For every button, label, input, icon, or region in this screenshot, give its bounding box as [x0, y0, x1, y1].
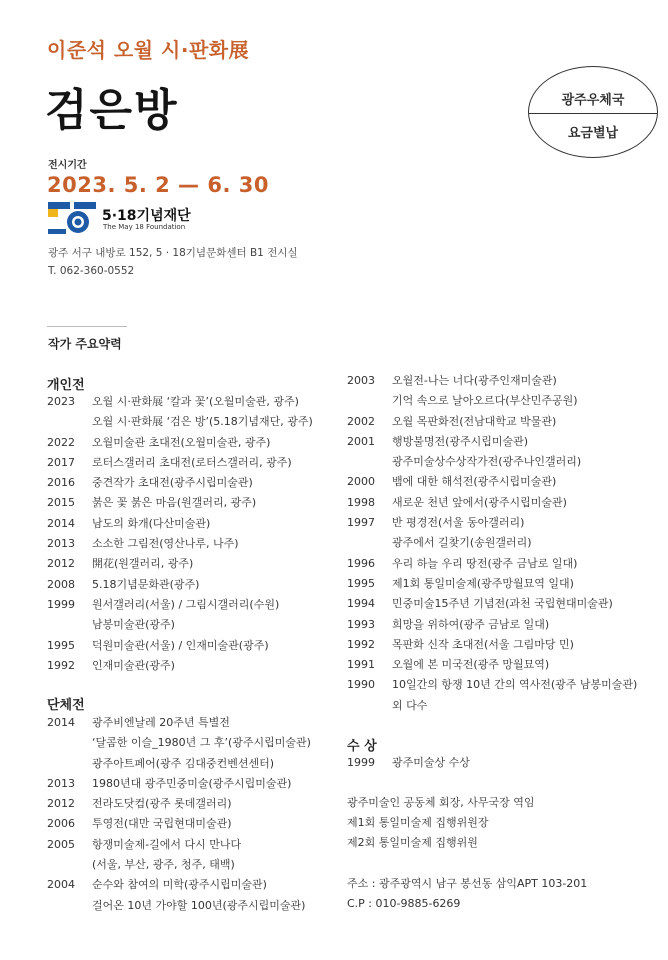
list-item — [347, 412, 662, 432]
list-item-text: (서울, 부산, 광주, 청주, 태백) — [92, 858, 235, 872]
list-item-text: 항쟁미술제-길에서 다시 만나다 — [92, 837, 242, 851]
list-item — [47, 575, 342, 595]
solo-title: 개인전 — [47, 378, 85, 393]
list-item-text: 순수와 참여의 미학(광주시립미술관) — [92, 878, 267, 892]
list-item-year: 1992 — [347, 637, 375, 651]
list-item-text: 걸어온 10년 가야할 100년(광주시립미술관) — [92, 898, 306, 912]
list-item-year: 1995 — [347, 576, 375, 590]
solo-list — [47, 392, 342, 676]
list-item-text: 덕원미술관(서울) / 인재미술관(광주) — [92, 638, 269, 652]
list-item — [47, 412, 342, 432]
list-item-text: 광주미술상수상작가전(광주나인갤러리) — [392, 455, 582, 469]
list-item-year: 2003 — [347, 374, 375, 387]
group-cont-list — [347, 371, 662, 716]
list-item-text: 뱀에 대한 해석전(광주시립미술관) — [392, 475, 557, 489]
list-item-text: 5.18기념문화관(광주) — [92, 577, 200, 591]
list-item-text: 오월전-나는 너다(광주인재미술관) — [392, 374, 557, 387]
list-item-text: 오월미술관 초대전(오월미술관, 광주) — [92, 435, 271, 449]
list-item-text: 외 다수 — [392, 698, 428, 712]
list-item-year: 1990 — [347, 678, 375, 692]
list-item — [47, 814, 342, 834]
list-item — [347, 594, 662, 614]
list-item — [347, 675, 662, 695]
list-item — [347, 696, 662, 716]
list-item-text: 1980년대 광주민중미술(광주시립미술관) — [92, 776, 292, 790]
exhibition-subtitle: 이준석 오월 시·판화展 — [47, 38, 250, 62]
role-item: 광주미술인 공동체 회장, 사무국장 역임 — [347, 796, 535, 809]
list-item — [347, 371, 662, 391]
list-item-text: 오월 시·판화展 ‘칼과 꽃’(오월미술관, 광주) — [92, 395, 299, 408]
list-item-text: 제1회 통일미술제(광주망월묘역 일대) — [392, 576, 574, 590]
list-item-year: 2013 — [47, 776, 75, 790]
list-item-year: 1992 — [47, 658, 75, 672]
list-item — [47, 473, 342, 493]
postage-stamp — [528, 66, 658, 158]
list-item-year: 1995 — [47, 638, 75, 652]
list-item — [47, 855, 342, 875]
contact-block — [347, 874, 587, 914]
list-item-year: 1996 — [347, 556, 375, 570]
list-item — [47, 835, 342, 855]
list-item — [47, 554, 342, 574]
list-item — [47, 794, 342, 814]
list-item-year: 2013 — [47, 537, 75, 551]
list-item — [47, 433, 342, 453]
list-item-text: ‘달콤한 이슬_1980년 그 후’(광주시립미술관) — [92, 736, 311, 750]
list-item — [47, 896, 342, 916]
list-item — [347, 472, 662, 492]
role-item: 제2회 통일미술제 집행위원 — [347, 836, 478, 849]
stamp-line-2: 요금별납 — [567, 126, 619, 141]
list-item — [347, 452, 662, 472]
list-item-text: 10일간의 항쟁 10년 간의 역사전(광주 남봉미술관) — [392, 678, 638, 692]
exhibition-period: 2023. 5. 2 — 6. 30 — [47, 173, 269, 197]
awards-list — [347, 753, 662, 773]
group-title: 단체전 — [47, 698, 85, 713]
list-item — [347, 615, 662, 635]
stamp-line-1: 광주우체국 — [561, 93, 625, 108]
list-item-year: 2012 — [47, 797, 75, 811]
list-item-year: 2008 — [47, 577, 75, 591]
list-item — [47, 453, 342, 473]
list-item-text: 민중미술15주년 기념전(과천 국립현대미술관) — [392, 597, 613, 611]
venue-tel: T. 062-360-0552 — [48, 265, 135, 277]
list-item-text: 원서갤러리(서울) / 그림시갤러리(수원) — [92, 597, 280, 611]
list-item — [347, 513, 662, 533]
list-item-text: 우리 하늘 우리 땅전(광주 금남로 일대) — [392, 556, 578, 570]
list-item — [47, 493, 342, 513]
list-item-text: 오월에 본 미국전(광주 망월묘역) — [392, 658, 550, 672]
exhibition-title: 검은방 — [45, 85, 179, 136]
list-item-year: 2016 — [47, 476, 75, 490]
list-item-text: 광주아트페어(광주 김대중컨벤션센터) — [92, 756, 275, 770]
list-item — [347, 574, 662, 594]
list-item — [347, 753, 662, 773]
list-item-text: 남도의 화개(다산미술관) — [92, 516, 211, 530]
list-item-year: 1998 — [347, 495, 375, 509]
stamp-divider — [529, 113, 657, 114]
list-item-text: 중견작가 초대전(광주시립미술관) — [92, 476, 253, 490]
foundation-name-en: The May 18 Foundation — [103, 223, 186, 231]
list-item-year: 2002 — [347, 414, 375, 428]
foundation-name: 5·18기념재단 — [102, 208, 191, 224]
venue-address: 광주 서구 내방로 152, 5 · 18기념문화센터 B1 전시실 — [48, 247, 298, 259]
list-item-text: 기억 속으로 날아오르다(부산민주공원) — [392, 394, 578, 408]
list-item-text: 반 평경전(서울 동아갤러리) — [392, 516, 525, 530]
list-item — [47, 615, 342, 635]
list-item-text: 희망을 위하여(광주 금남로 일대) — [392, 617, 550, 631]
list-item-year: 2015 — [47, 496, 75, 510]
list-item-year: 1991 — [347, 658, 375, 672]
role-item: 제1회 통일미술제 집행위원장 — [347, 816, 489, 829]
list-item — [347, 635, 662, 655]
list-item-text: 광주에서 길찾기(송원갤러리) — [392, 536, 532, 550]
period-label: 전시기간 — [48, 160, 87, 171]
list-item-year: 2006 — [47, 817, 75, 831]
list-item-year: 2014 — [47, 716, 75, 729]
group-list — [47, 713, 342, 916]
list-item-year: 2017 — [47, 455, 75, 469]
list-item-text: 붉은 꽃 붉은 마음(원갤러리, 광주) — [92, 496, 257, 510]
list-item-year: 2012 — [47, 557, 75, 571]
list-item — [47, 713, 342, 733]
list-item-year: 1997 — [347, 516, 375, 530]
list-item — [47, 754, 342, 774]
awards-title: 수 상 — [347, 739, 377, 754]
list-item — [347, 493, 662, 513]
list-item-year: 1993 — [347, 617, 375, 631]
list-item — [47, 392, 342, 412]
foundation-logo-icon — [48, 202, 96, 234]
contact-phone: C.P : 010-9885-6269 — [347, 897, 461, 910]
list-item-year: 2004 — [47, 878, 75, 892]
list-item-text: 인재미술관(광주) — [92, 658, 175, 672]
list-item-year: 2022 — [47, 435, 75, 449]
list-item — [47, 774, 342, 794]
list-item — [347, 432, 662, 452]
list-item-text: 로터스갤러리 초대전(로터스갤러리, 광주) — [92, 455, 292, 469]
list-item-text: 남봉미술관(광주) — [92, 618, 175, 632]
list-item — [47, 733, 342, 753]
list-item — [47, 595, 342, 615]
list-item-year: 2000 — [347, 475, 375, 489]
list-item-year: 2001 — [347, 434, 375, 448]
list-item-text: 목판화 신작 초대전(서울 그림마당 민) — [392, 637, 574, 651]
list-item — [347, 655, 662, 675]
list-item-text: 행방불명전(광주시립미술관) — [392, 434, 529, 448]
list-item-year: 2005 — [47, 837, 75, 851]
list-item-text: 오월 시·판화展 ‘검은 방’(5.18기념재단, 광주) — [92, 415, 313, 429]
list-item — [347, 391, 662, 411]
list-item-text: 전라도닷컴(광주 롯데갤러리) — [92, 797, 232, 811]
contact-address: 주소 : 광주광역시 남구 봉선동 삼익APT 103-201 — [347, 877, 588, 890]
list-item-year: 1999 — [347, 756, 375, 769]
list-item-text: 투영전(대만 국립현대미술관) — [92, 817, 232, 831]
list-item-text: 소소한 그림전(영산나루, 나주) — [92, 537, 239, 551]
list-item-year: 1999 — [47, 597, 75, 611]
list-item — [347, 554, 662, 574]
roles-list — [347, 793, 535, 853]
list-item — [47, 534, 342, 554]
list-item — [47, 656, 342, 676]
list-item-text: 광주미술상 수상 — [392, 756, 470, 769]
list-item-year: 1994 — [347, 597, 375, 611]
section-divider — [47, 326, 127, 327]
list-item-text: 광주비엔날레 20주년 특별전 — [92, 716, 230, 729]
list-item-text: 오월 목판화전(전남대학교 박물관) — [392, 414, 557, 428]
list-item-year: 2023 — [47, 395, 75, 408]
list-item-year: 2014 — [47, 516, 75, 530]
list-item — [47, 875, 342, 895]
list-item — [347, 533, 662, 553]
list-item — [47, 636, 342, 656]
list-item — [47, 514, 342, 534]
list-item-text: 開花(원갤러리, 광주) — [92, 557, 194, 571]
section-title: 작가 주요약력 — [48, 337, 122, 351]
list-item-text: 새로운 천년 앞에서(광주시립미술관) — [392, 495, 567, 509]
